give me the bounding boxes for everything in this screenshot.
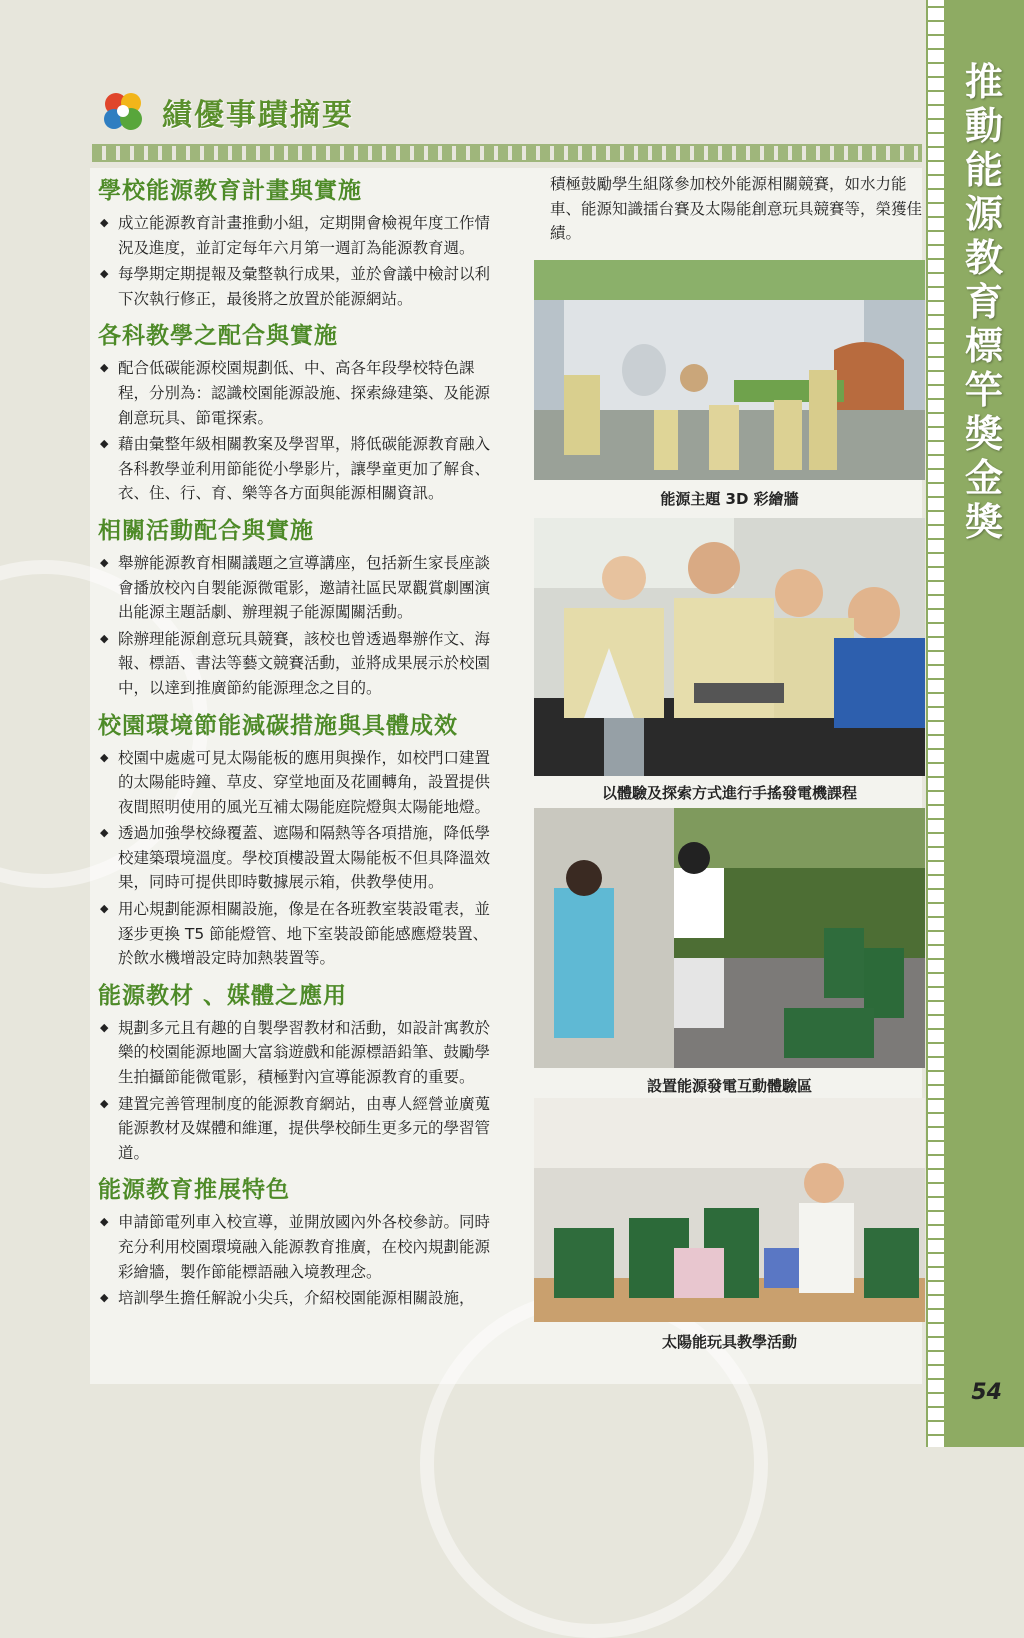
sidebar-border bbox=[926, 0, 944, 1447]
list-item: ◆ 配合低碳能源校園規劃低、中、高各年段學校特色課程，分別為：認識校園能源設施、探索綠建築、及能源創意玩具、節電探索。 bbox=[98, 356, 498, 430]
section-materials bbox=[98, 977, 498, 1166]
page-number: 54 bbox=[971, 1380, 1002, 1405]
list-item: ◆ 每學期定期提報及彙整執行成果，並於會議中檢討以利下次執行修正，最後將之放置於能源網站。 bbox=[98, 262, 498, 311]
list-item: ◆ 規劃多元且有趣的自製學習教材和活動，如設計寓教於樂的校園能源地圖大富翁遊戲和能源標語鉛筆、鼓勵學生拍攝節能微電影，積極對內宣導能源教育的重要。 bbox=[98, 1016, 498, 1090]
continuation-text: 積極鼓勵學生組隊參加校外能源相關競賽，如水力能車、能源知識擂台賽及太陽能創意玩具競賽等，榮獲佳績。 bbox=[550, 175, 923, 243]
photo-solar-toys bbox=[534, 1098, 925, 1322]
section-heading: 相關活動配合與實施 bbox=[98, 517, 314, 544]
list-item: ◆ 申請節電列車入校宣導，並開放國內外各校參訪。同時充分利用校園環境融入能源教育推廣，在校內規劃能源彩繪牆，製作節能標語融入境教理念。 bbox=[98, 1210, 498, 1284]
photo-caption: 設置能源發電互動體驗區 bbox=[646, 1077, 812, 1095]
photo-caption: 太陽能玩具教學活動 bbox=[661, 1333, 797, 1351]
flower-logo-icon bbox=[98, 86, 148, 136]
page-title: 績優事蹟摘要 bbox=[162, 98, 354, 133]
sidebar bbox=[944, 0, 1024, 1447]
left-column bbox=[98, 172, 498, 1317]
photo-generator bbox=[534, 518, 925, 776]
photo-bike bbox=[534, 808, 925, 1068]
section-features bbox=[98, 1171, 498, 1310]
list-item: ◆ 建置完善管理制度的能源教育網站，由專人經營並廣蒐能源教材及媒體和維運，提供學校師生更多元的學習管道。 bbox=[98, 1092, 498, 1166]
list-item: ◆ 舉辦能源教育相關議題之宣導講座，包括新生家長座談會播放校內自製能源微電影，邀請社區民眾觀賞劇團演出能源主題話劇、辦理親子能源闖關活動。 bbox=[98, 551, 498, 625]
section-heading: 校園環境節能減碳措施與具體成效 bbox=[98, 712, 458, 739]
section-heading: 學校能源教育計畫與實施 bbox=[98, 178, 362, 204]
list-item: ◆ 藉由彙整年級相關教案及學習單，將低碳能源教育融入各科教學並利用節能從小學影片，讓學童更加了解食、衣、住、行、育、樂等各方面與能源相關資訊。 bbox=[98, 432, 498, 506]
right-column bbox=[534, 172, 926, 246]
section-heading: 各科教學之配合與實施 bbox=[98, 323, 338, 350]
list-item: ◆ 校園中處處可見太陽能板的應用與操作，如校門口建置的太陽能時鐘、草皮、穿堂地面及花圃轉角，設置提供夜間照明使用的風光互補太陽能庭院燈與太陽能地燈。 bbox=[98, 746, 498, 820]
section-heading: 能源教育推展特色 bbox=[98, 1177, 290, 1204]
photo-caption: 以體驗及探索方式進行手搖發電機課程 bbox=[601, 784, 857, 802]
photo-mural bbox=[534, 260, 925, 480]
list-item: ◆ 培訓學生擔任解說小尖兵，介紹校園能源相關設施， bbox=[98, 1286, 498, 1311]
sidebar-title: 推動能源教育標竿獎 金獎 bbox=[964, 60, 1003, 544]
section-heading: 能源教材 、媒體之應用 bbox=[98, 982, 348, 1009]
list-item: ◆ 用心規劃能源相關設施，像是在各班教室裝設電表，並逐步更換 T5 節能燈管、地下室裝設節能感應燈裝置、於飲水機增設定時加熱裝置等。 bbox=[98, 897, 498, 971]
section-campus bbox=[98, 707, 498, 971]
list-item: ◆ 成立能源教育計畫推動小組，定期開會檢視年度工作情況及進度，並訂定每年六月第一週訂為能源教育週。 bbox=[98, 211, 498, 260]
section-teaching bbox=[98, 317, 498, 506]
section-activities bbox=[98, 512, 498, 701]
section-plan bbox=[98, 172, 498, 311]
list-item: ◆ 除辦理能源創意玩具競賽，該校也曾透過舉辦作文、海報、標語、書法等藝文競賽活動，並將成果展示於校園中，以達到推廣節約能源理念之目的。 bbox=[98, 627, 498, 701]
photo-caption: 能源主題 3D 彩繪牆 bbox=[660, 490, 799, 508]
decorative-divider bbox=[92, 144, 922, 162]
list-item: ◆ 透過加強學校綠覆蓋、遮陽和隔熱等各項措施，降低學校建築環境溫度。學校頂樓設置太陽能板不但具降溫效果，同時可提供即時數據展示箱，供教學使用。 bbox=[98, 821, 498, 895]
